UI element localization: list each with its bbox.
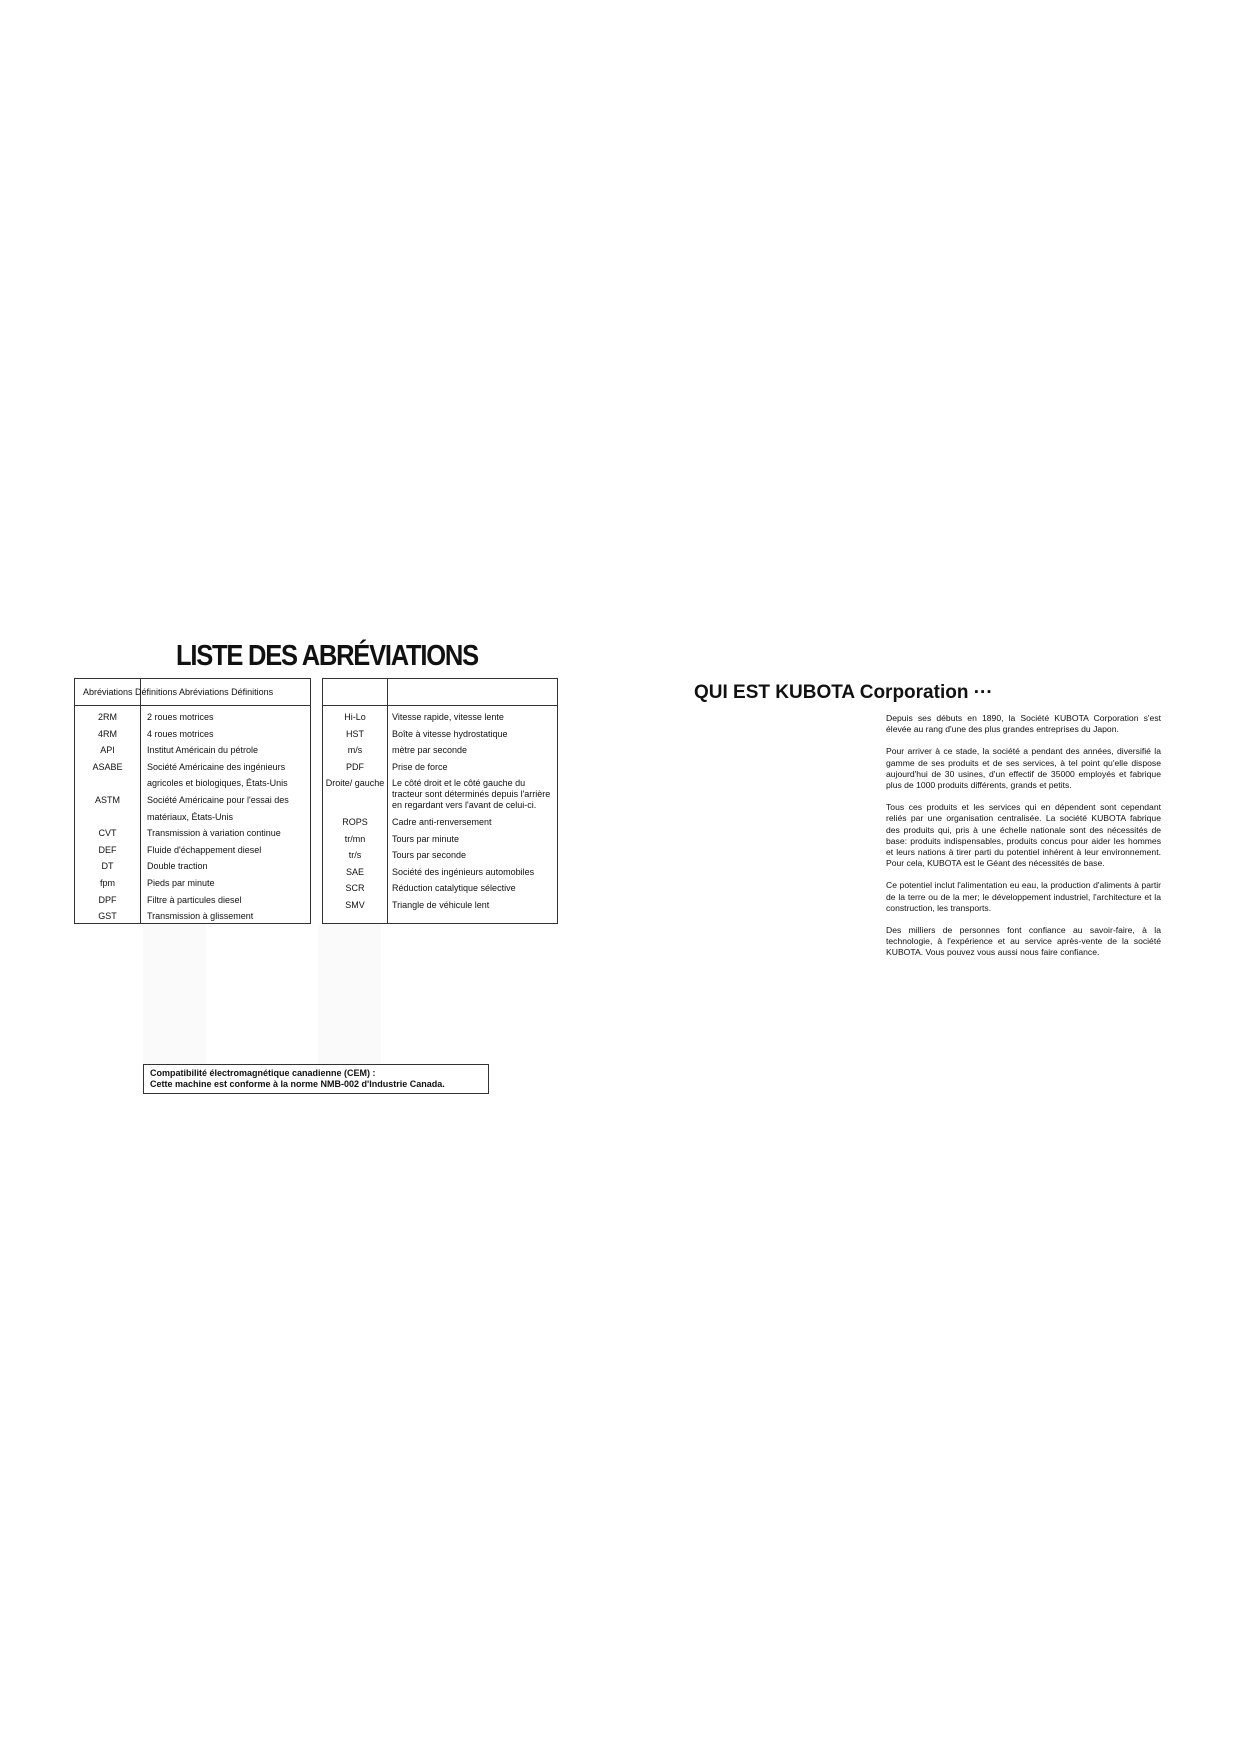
definition-cell: Société Américaine pour l'essai des xyxy=(147,795,289,805)
abbreviation-cell: DT xyxy=(101,861,114,872)
definition-cell: matériaux, États-Unis xyxy=(147,811,234,822)
abbreviation-cell: HST xyxy=(346,728,364,739)
page-title-abbreviations: LISTE DES ABRÉVIATIONS xyxy=(176,640,478,672)
abbreviation-cell: API xyxy=(100,745,115,756)
abbreviation-cell: SCR xyxy=(345,883,365,894)
definition-cell: Société Américaine des ingénieurs xyxy=(147,761,286,772)
abbreviation-cell: DPF xyxy=(98,894,117,905)
definition-cell: mètre par seconde xyxy=(392,745,468,756)
definition-cell: Réduction catalytique sélective xyxy=(392,883,516,894)
definition-cell: 4 roues motrices xyxy=(147,728,214,739)
definition-cell: agricoles et biologiques, États-Unis xyxy=(147,778,288,789)
paragraph: Ce potentiel inclut l'alimentation eu eau, la production d'aliments à partir de la terre ou de la mer; le développement industriel, l'architecture et la construction, les transports. xyxy=(886,880,1161,913)
table-header-text: Abréviations Définitions Abréviations Définitions xyxy=(83,687,274,697)
abbreviation-cell: Droite/ gauche xyxy=(325,778,385,789)
definition-cell: Transmission à glissement xyxy=(147,911,254,922)
abbreviation-cell: m/s xyxy=(347,745,363,756)
definition-cell: Tours par seconde xyxy=(392,850,467,861)
column-divider xyxy=(140,679,141,923)
abbreviation-cell: ASABE xyxy=(92,761,123,772)
paragraph: Pour arriver à ce stade, la société a pendant des années, diversifié la gamme de ses produits et de ses services, à tel point qu'elle dispose aujourd'hui de 30 usines, d'un effectif de 35000 employés et fabrique plus de 1000 produits différents, grands et petits. xyxy=(886,746,1161,791)
definition-cell: Fluide d'échappement diesel xyxy=(147,844,262,855)
definition-cell: Prise de force xyxy=(392,761,448,772)
abbreviation-table-right xyxy=(322,678,558,924)
abbreviation-cell: DEF xyxy=(98,844,117,855)
faint-shadow-column xyxy=(318,924,381,1064)
table-header xyxy=(323,679,557,706)
table-header xyxy=(75,679,310,706)
definition-cell: Transmission à variation continue xyxy=(147,828,281,839)
abbreviation-cell: tr/mn xyxy=(344,833,366,844)
paragraph: Des milliers de personnes font confiance au savoir-faire, à la technologie, à l'expérience et au service après-vente de la société KUBOTA. Vous pouvez vous aussi nous faire confiance. xyxy=(886,925,1161,958)
abbreviation-cell: ROPS xyxy=(342,817,368,827)
definition-cell: Société des ingénieurs automobiles xyxy=(392,866,535,877)
column-divider xyxy=(387,679,388,923)
abbreviation-table-left xyxy=(74,678,311,924)
abbreviation-cell: 2RM xyxy=(97,712,117,722)
cem-line-1: Compatibilité électromagnétique canadienne (CEM) : xyxy=(150,1068,376,1078)
abbreviation-cell: Hi-Lo xyxy=(344,712,366,722)
paragraph: Depuis ses débuts en 1890, la Société KUBOTA Corporation s'est élevée au rang d'une des plus grandes entreprises du Japon. xyxy=(886,713,1161,735)
definition-cell: Tours par minute xyxy=(392,833,460,844)
definition-cell: Filtre à particules diesel xyxy=(147,894,242,905)
abbreviation-cell: ASTM xyxy=(94,795,120,805)
abbreviation-cell: SAE xyxy=(345,866,364,877)
paragraph: Tous ces produits et les services qui en dépendent sont cependant reliés par une organisation centralisée. La société KUBOTA fabrique des produits qui, pris à une échelle nationale sont des nécessités de base: produits indispensables, produits concus pour aider les hommes et leurs nations à tirer parti du potentiel inhérent à leur environnement. Pour cela, KUBOTA est le Géant des nécessités de base. xyxy=(886,802,1161,869)
definition-cell: 2 roues motrices xyxy=(147,712,214,722)
abbreviation-cell: SMV xyxy=(345,900,365,910)
definition-cell: Double traction xyxy=(147,861,208,872)
cem-notice xyxy=(143,1064,489,1094)
abbreviation-cell: CVT xyxy=(98,828,117,839)
definition-cell: Cadre anti-renversement xyxy=(392,817,492,827)
definition-cell: Pieds par minute xyxy=(147,878,215,888)
abbreviation-cell: tr/s xyxy=(348,850,362,861)
definition-cell: Triangle de véhicule lent xyxy=(392,900,490,910)
definition-cell: Vitesse rapide, vitesse lente xyxy=(392,712,504,722)
abbreviation-cell: PDF xyxy=(346,761,364,772)
definition-cell: Boîte à vitesse hydrostatique xyxy=(392,728,508,739)
abbreviation-cell: 4RM xyxy=(97,728,117,739)
abbreviation-cell: fpm xyxy=(99,878,115,888)
kubota-description xyxy=(886,713,1161,970)
faint-shadow-column xyxy=(143,924,206,1064)
definition-cell: Institut Américain du pétrole xyxy=(147,745,259,756)
definition-cell: Le côté droit et le côté gauche du tracteur sont déterminés depuis l'arrière en regardant vers l'avant de celui-ci. xyxy=(392,778,551,811)
abbreviation-cell: GST xyxy=(98,911,117,922)
page-title-kubota: QUI EST KUBOTA Corporation ··· xyxy=(694,682,993,703)
cem-line-2: Cette machine est conforme à la norme NMB-002 d'Industrie Canada. xyxy=(150,1079,445,1089)
